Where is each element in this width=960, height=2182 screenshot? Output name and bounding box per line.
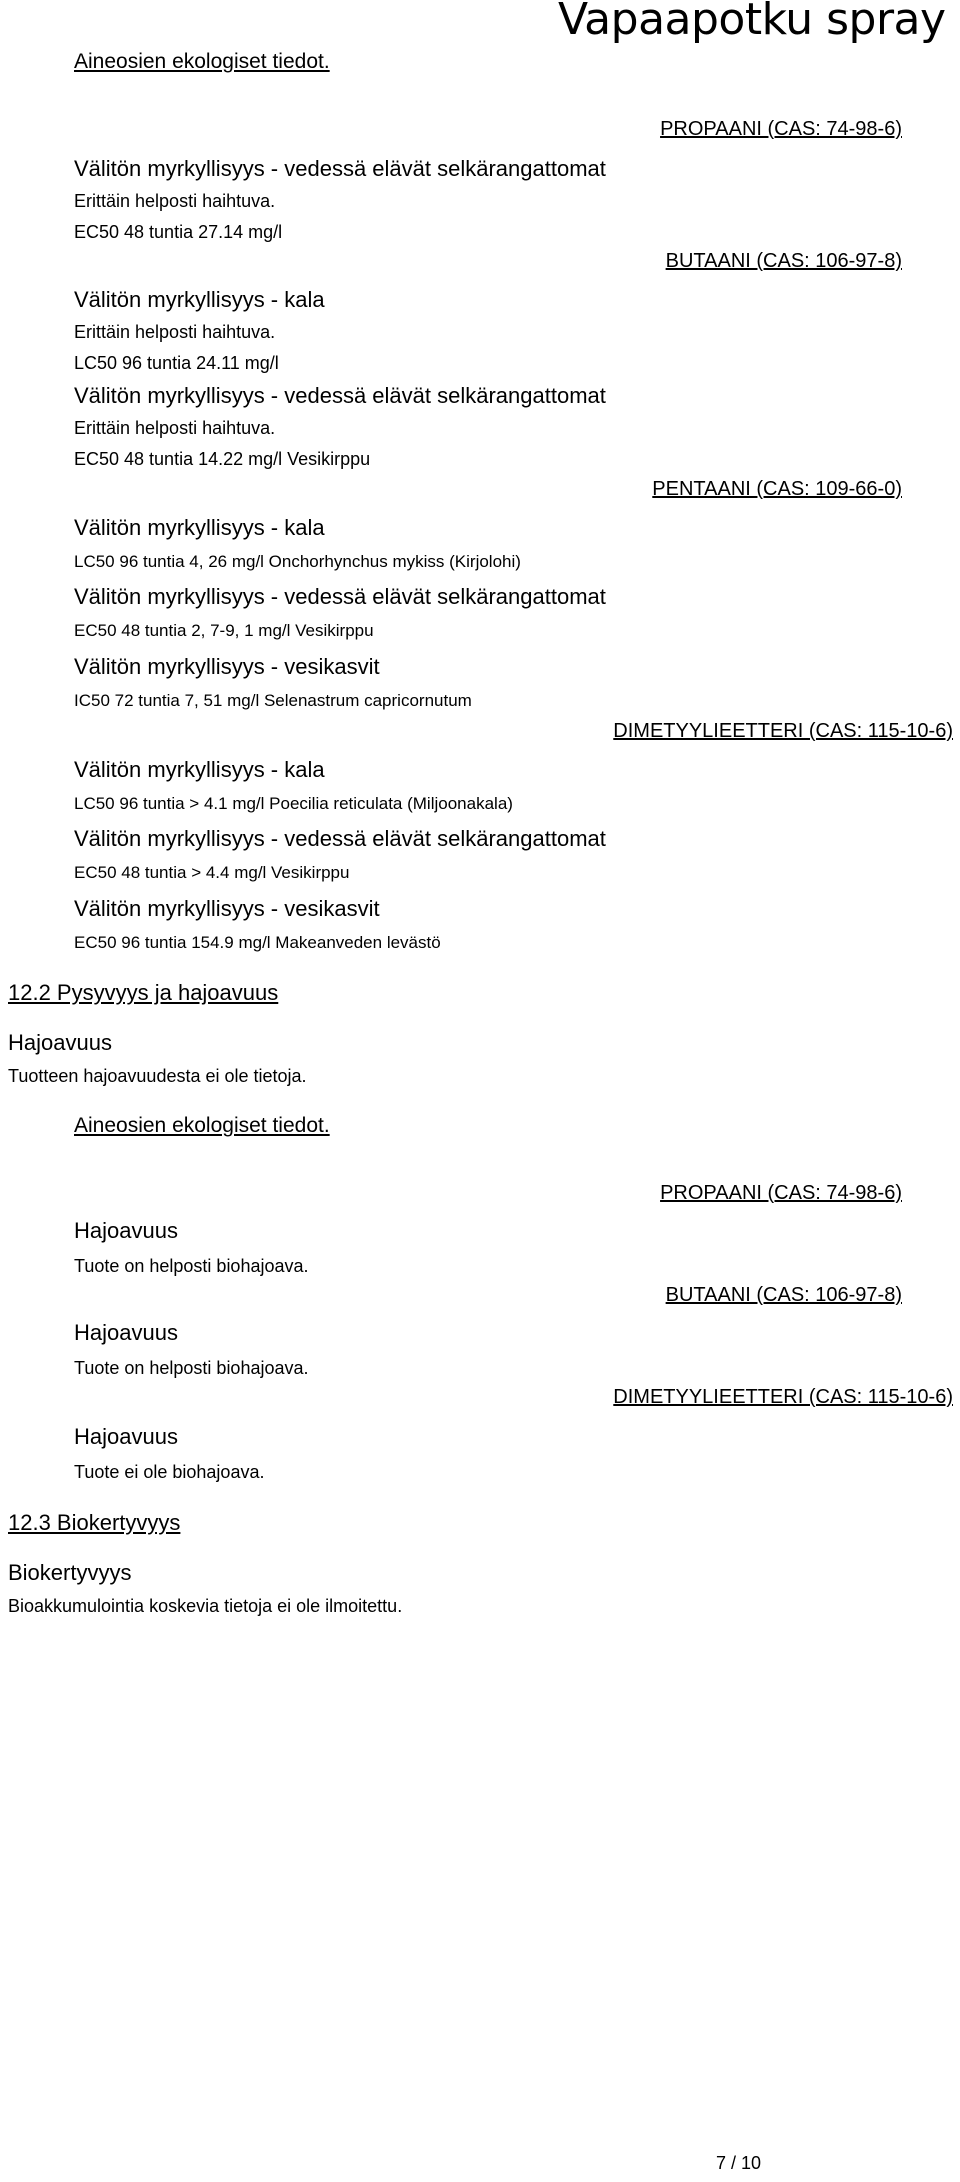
butane-line-3: Erittäin helposti haihtuva. — [74, 418, 276, 438]
substance-dimethyl-ether-2: DIMETYYLIEETTERI (CAS: 115-10-6) — [613, 1386, 953, 1408]
butane-degradability-heading: Hajoavuus — [74, 1320, 178, 1345]
degradability-heading: Hajoavuus — [8, 1030, 112, 1055]
propane-line-2: EC50 48 tuntia 27.14 mg/l — [74, 222, 283, 242]
dme-line-3: EC50 96 tuntia 154.9 mg/l Makeanveden levästö — [74, 933, 441, 952]
dme-heading-1: Välitön myrkyllisyys - kala — [74, 757, 325, 782]
propane-heading: Välitön myrkyllisyys - vedessä elävät selkärangattomat — [74, 156, 606, 181]
substance-butane: BUTAANI (CAS: 106-97-8) — [665, 250, 902, 272]
ecological-info-link-2[interactable]: Aineosien ekologiset tiedot. — [74, 1114, 330, 1137]
pentane-line-2: EC50 48 tuntia 2, 7-9, 1 mg/l Vesikirppu — [74, 621, 374, 640]
pentane-line-3: IC50 72 tuntia 7, 51 mg/l Selenastrum capricornutum — [74, 691, 472, 710]
bioaccumulation-text: Bioakkumulointia koskevia tietoja ei ole ilmoitettu. — [8, 1596, 403, 1616]
propane-line-1: Erittäin helposti haihtuva. — [74, 191, 276, 211]
propane-degradability-heading: Hajoavuus — [74, 1218, 178, 1243]
degradability-text: Tuotteen hajoavuudesta ei ole tietoja. — [8, 1066, 307, 1086]
substance-propane: PROPAANI (CAS: 74-98-6) — [660, 118, 902, 140]
pentane-line-1: LC50 96 tuntia 4, 26 mg/l Onchorhynchus mykiss (Kirjolohi) — [74, 552, 521, 571]
butane-line-2: LC50 96 tuntia 24.11 mg/l — [74, 353, 279, 373]
pentane-heading-2: Välitön myrkyllisyys - vedessä elävät selkärangattomat — [74, 584, 606, 609]
page-number: 7 / 10 — [716, 2153, 762, 2173]
butane-heading-2: Välitön myrkyllisyys - vedessä elävät selkärangattomat — [74, 383, 606, 408]
bioaccumulation-heading: Biokertyvyys — [8, 1560, 132, 1585]
substance-dimethyl-ether: DIMETYYLIEETTERI (CAS: 115-10-6) — [613, 720, 953, 742]
dme-heading-2: Välitön myrkyllisyys - vedessä elävät selkärangattomat — [74, 826, 606, 851]
section-12-3-title: 12.3 Biokertyvyys — [8, 1510, 181, 1535]
butane-line-4: EC50 48 tuntia 14.22 mg/l Vesikirppu — [74, 449, 371, 469]
dme-line-2: EC50 48 tuntia > 4.4 mg/l Vesikirppu — [74, 863, 350, 882]
dme-degradability-text: Tuote ei ole biohajoava. — [74, 1462, 265, 1482]
substance-propane-2: PROPAANI (CAS: 74-98-6) — [660, 1182, 902, 1204]
propane-degradability-text: Tuote on helposti biohajoava. — [74, 1256, 309, 1276]
section-12-2-title: 12.2 Pysyvyys ja hajoavuus — [8, 980, 279, 1005]
butane-degradability-text: Tuote on helposti biohajoava. — [74, 1358, 309, 1378]
document-title: Vapaapotku spray — [558, 0, 946, 45]
substance-pentane: PENTAANI (CAS: 109-66-0) — [652, 478, 902, 500]
butane-line-1: Erittäin helposti haihtuva. — [74, 322, 276, 342]
substance-butane-2: BUTAANI (CAS: 106-97-8) — [665, 1284, 902, 1306]
dme-degradability-heading: Hajoavuus — [74, 1424, 178, 1449]
ecological-info-link[interactable]: Aineosien ekologiset tiedot. — [74, 50, 330, 73]
dme-heading-3: Välitön myrkyllisyys - vesikasvit — [74, 896, 380, 921]
butane-heading-1: Välitön myrkyllisyys - kala — [74, 287, 325, 312]
dme-line-1: LC50 96 tuntia > 4.1 mg/l Poecilia reticulata (Miljoonakala) — [74, 794, 513, 813]
pentane-heading-1: Välitön myrkyllisyys - kala — [74, 515, 325, 540]
pentane-heading-3: Välitön myrkyllisyys - vesikasvit — [74, 654, 380, 679]
